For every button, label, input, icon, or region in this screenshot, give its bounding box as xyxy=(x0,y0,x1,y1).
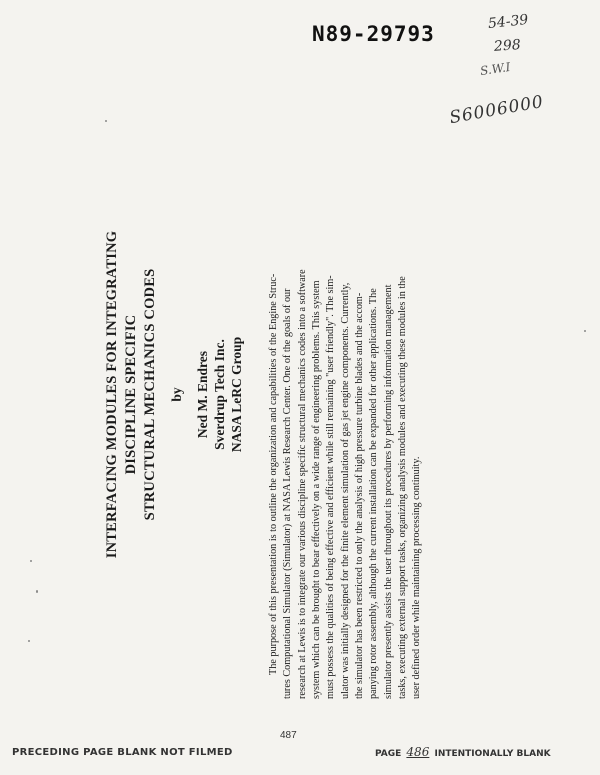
title-line-2: DISCIPLINE SPECIFIC xyxy=(123,314,139,475)
scan-speck xyxy=(30,560,32,562)
handwritten-annotation-1: 54-39 xyxy=(487,11,530,33)
title-block xyxy=(103,72,245,717)
handwritten-annotation-3: S.W.I xyxy=(479,59,512,79)
abstract-line: simulator presently assists the user throughout its procedures by performing information management xyxy=(382,284,394,699)
abstract-line: tures Computational Simulator (Simulator) at NASA Lewis Research Center. One of the goals of our xyxy=(282,288,294,699)
rotated-content xyxy=(95,72,440,717)
abstract-paragraph xyxy=(267,84,425,699)
intentionally-blank-label: INTENTIONALLY BLANK xyxy=(434,749,551,759)
author-block xyxy=(194,72,245,717)
handwritten-annotation-2: 298 xyxy=(493,37,522,55)
abstract-line: must possess the qualities of being effective and efficient while still remaining "user friendly". The sim- xyxy=(325,275,337,699)
affiliation-group: NASA LeRC Group xyxy=(229,336,244,453)
accession-number: N89-29793 xyxy=(312,22,435,46)
scan-speck xyxy=(28,640,30,642)
abstract-line: panying rotor assembly, although the current installation can be expanded for other applications. The xyxy=(368,288,380,699)
title-line-1: INTERFACING MODULES FOR INTEGRATING xyxy=(104,230,120,559)
scan-speck xyxy=(584,330,586,332)
preceding-page-notice: PRECEDING PAGE BLANK NOT FILMED xyxy=(12,747,233,758)
handwritten-annotation-4: S6006000 xyxy=(447,91,546,129)
rotated-content-area xyxy=(95,72,440,717)
abstract-line: system which can be brought to bear effectively on a wide range of engineering problems. This system xyxy=(311,280,323,699)
blank-page-stamp xyxy=(375,745,551,759)
page-stamp-number: 486 xyxy=(406,745,430,759)
abstract-line: research at Lewis is to integrate our various discipline specific structural mechanics codes into a software xyxy=(296,269,308,699)
abstract-line: user defined order while maintaining processing continuity. xyxy=(411,456,423,699)
author-name: Ned M. Endres xyxy=(195,350,210,439)
abstract-line: ulator was initially designed for the finite element simulation of gas jet engine components. Currently, xyxy=(339,282,351,699)
abstract-line: the simulator has been restricted to only the analysis of high pressure turbine blades and the accom- xyxy=(354,292,366,699)
page-number: 487 xyxy=(280,730,297,741)
by-label: by xyxy=(169,387,184,402)
abstract-line: The purpose of this presentation is to outline the organization and capabilities of the Engine Struc- xyxy=(268,273,279,675)
abstract-line: tasks, executing external support tasks, organizing analysis modules and executing these modules in the xyxy=(397,276,409,699)
affiliation-company: Sverdrup Tech Inc. xyxy=(212,339,227,450)
scan-speck xyxy=(105,120,107,122)
scan-speck xyxy=(36,590,38,593)
page-stamp-label: PAGE xyxy=(375,749,402,759)
title-line-3: STRUCTURAL MECHANICS CODES xyxy=(142,268,158,521)
